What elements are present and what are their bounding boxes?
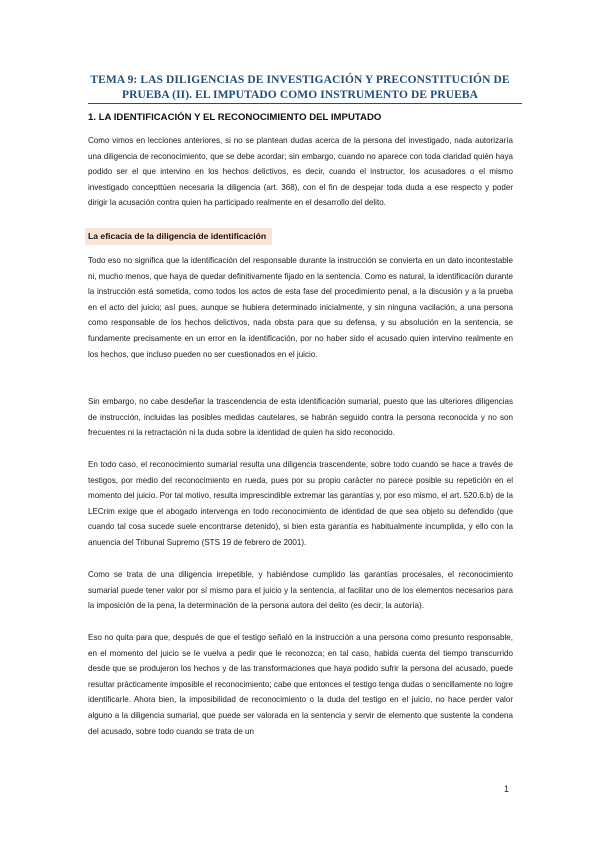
- document-title: TEMA 9: LAS DILIGENCIAS DE INVESTIGACIÓN Y PRECONSTITUCIÓN DE PRUEBA (II). EL IMPUTADO COMO INSTRUMENTO DE PRUEBA: [90, 74, 510, 101]
- paragraph-3: En todo caso, el reconocimiento sumarial resulta una diligencia trascendente, sobre todo cuando se hace a través de testigos, por medio del reconocimiento en rueda, pues por su propio carácter no parece posible su repetición en el momento del juicio. Por tal motivo, resulta imprescindible extremar las garantías y, por eso mismo, el art. 520.6.b) de la LECrim exige que el abogado intervenga en todo reconocimiento de identidad de que sea objeto su defendido (que cuando tal cosa sucede suele encontrarse detenido), si bien esta garantía es habitualmente incumplida, y ello con la anuencia del Tribunal Supremo (STS 19 de febrero de 2001).: [88, 460, 513, 547]
- intro-paragraph: Como vimos en lecciones anteriores, si no se plantean dudas acerca de la persona del investigado, nada autorizaría una diligencia de reconocimiento, que se debe acordar; sin embargo, cuando no aparece con toda claridad quién haya podido ser el que intervino en los hechos delictivos, es decir, cuando el instructor, los acusadores o el mismo investigado concepttúen necesaria la diligencia (art. 368), con el fin de despejar toda duda a ese respecto y poder dirigir la acusación contra quien ha participado realmente en el desarrollo del delito.: [88, 136, 513, 208]
- subheading: La eficacia de la diligencia de identificación: [85, 228, 272, 245]
- paragraph-1: Todo eso no significa que la identificación del responsable durante la instrucción se convierta en un dato incontestable ni, mucho menos, que haya de quedar definitivamente fijado en la sentencia. Como es natural, la identificación durante la instrucción está sometida, como todos los actos de esta fase del procedimiento penal, a la discusión y a la prueba en el acto del juicio; así pues, aunque se hubiera determinado inicialmente, y sin ninguna vacilación, a una persona como responsable de los hechos delictivos, nada obsta para que su defensa, y su absolución en la sentencia, se fundamente precisamente en un error en la identificación, por no haber sido el acusado quien intervino realmente en los hechos, que incluso pueden no ser cuestionados en el juicio.: [88, 256, 513, 359]
- paragraph-2: Sin embargo, no cabe desdeñar la trascendencia de esta identificación sumarial, puesto que las ulteriores diligencias de instrucción, incluidas las posibles medidas cautelares, se habrán seguido contra la persona reconocida y no son frecuentes ni la retractación ni la duda sobre la identidad de quien ha sido reconocido.: [88, 397, 513, 438]
- title-underline: [88, 103, 522, 104]
- paragraph-4: Como se trata de una diligencia irrepetible, y habiéndose cumplido las garantías procesales, el reconocimiento sumarial puede tener valor por sí mismo para el juicio y la sentencia, al facilitar uno de los elementos necesarios para la imposición de la pena, la determinación de la persona autora del delito (es decir, la autoría).: [88, 570, 513, 611]
- page-number: 1: [504, 784, 510, 794]
- paragraph-5: Eso no quita para que, después de que el testigo señaló en la instrucción a una persona como presunto responsable, en el momento del juicio se le vuelva a pedir que le reconozca; en tal caso, habida cuenta del tiempo transcurrido desde que se produjeron los hechos y de las transformaciones que haya podido sufrir la persona del acusado, puede resultar prácticamente imposible el reconocimiento; cabe que entonces el testigo tenga dudas o sencillamente no logre identificarle. Ahora bien, la imposibilidad de reconocimiento o la duda del testigo en el juicio, no hace perder valor alguno a la diligencia sumarial, que puede ser valorada en la sentencia y servir de elemento que sustente la condena del acusado, sobre todo cuando se trata de un: [88, 633, 513, 736]
- section-heading: 1. LA IDENTIFICACIÓN Y EL RECONOCIMIENTO DEL IMPUTADO: [88, 112, 382, 123]
